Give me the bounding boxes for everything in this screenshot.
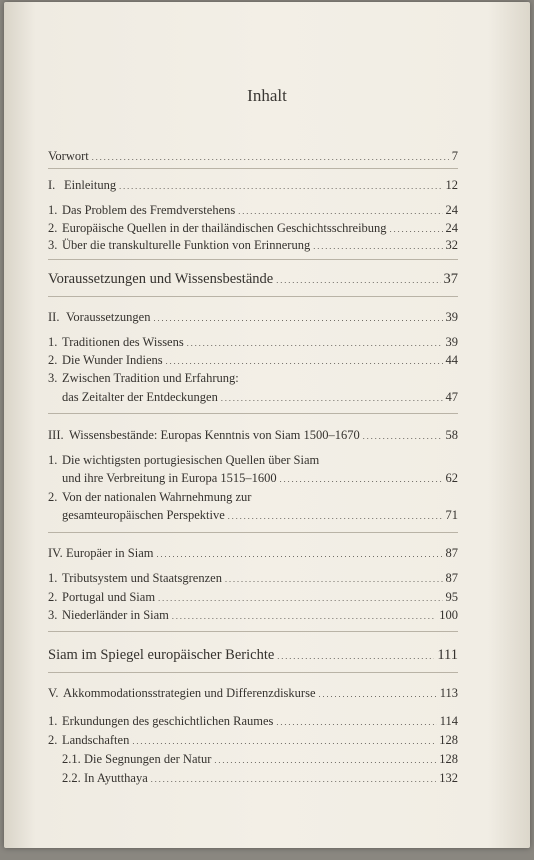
toc-entry xyxy=(48,271,458,288)
leader-dots xyxy=(172,608,436,623)
entry-label-line1: Die wichtigsten portugiesischen Quellen über Siam xyxy=(62,453,320,467)
toc-entry-line1 xyxy=(48,490,251,505)
entry-page: 44 xyxy=(445,353,458,367)
toc-entry xyxy=(48,203,458,218)
leader-dots xyxy=(132,733,436,748)
entry-number: 1. xyxy=(48,453,58,467)
entry-number: IV. xyxy=(48,546,63,560)
toc-entry xyxy=(62,508,458,523)
entry-page: 87 xyxy=(445,546,458,560)
toc-entry xyxy=(48,221,458,236)
entry-number: 2. xyxy=(48,733,58,747)
entry-label: Einleitung xyxy=(64,178,117,192)
entry-number: 3. xyxy=(48,371,58,385)
toc-entry xyxy=(48,647,458,664)
leader-dots xyxy=(166,353,443,368)
entry-number: 1. xyxy=(48,335,58,349)
entry-number: 3. xyxy=(48,238,58,252)
entry-label-line1: Zwischen Tradition und Erfahrung: xyxy=(62,371,239,385)
toc-entry xyxy=(48,238,458,253)
leader-dots xyxy=(228,508,443,523)
leader-dots xyxy=(277,647,434,664)
entry-number: 1. xyxy=(48,203,58,217)
toc-entry xyxy=(48,571,458,586)
entry-page: 100 xyxy=(439,608,458,622)
entry-number: III. xyxy=(48,428,64,442)
leader-dots xyxy=(280,471,443,486)
toc-entry xyxy=(48,733,458,748)
entry-label: Portugal und Siam xyxy=(62,590,156,604)
entry-number: 1. xyxy=(48,714,58,728)
entry-page: 24 xyxy=(445,221,458,235)
page-title: Inhalt xyxy=(247,86,287,105)
entry-number: 2.2. xyxy=(62,771,81,785)
leader-dots xyxy=(214,752,436,767)
toc-entry xyxy=(48,178,458,193)
entry-number: II. xyxy=(48,310,60,324)
toc-entry xyxy=(48,608,458,623)
entry-label: Europäer in Siam xyxy=(66,546,154,560)
entry-label: Siam im Spiegel europäischer Berichte xyxy=(48,647,275,663)
entry-number: V. xyxy=(48,686,59,700)
entry-number: I. xyxy=(48,178,56,192)
entry-page: 47 xyxy=(445,390,458,404)
leader-dots xyxy=(313,238,442,253)
leader-dots xyxy=(238,203,442,218)
entry-label: gesamteuropäischen Perspektive xyxy=(62,508,225,522)
divider xyxy=(48,259,458,260)
entry-page: 7 xyxy=(451,149,458,163)
entry-page: 62 xyxy=(445,471,458,485)
entry-page: 71 xyxy=(445,508,458,522)
entry-label: und ihre Verbreitung in Europa 1515–1600 xyxy=(62,471,277,485)
leader-dots xyxy=(156,546,442,561)
entry-label: das Zeitalter der Entdeckungen xyxy=(62,390,218,404)
toc-entry xyxy=(48,590,458,605)
entry-page: 58 xyxy=(445,428,458,442)
entry-label: Die Wunder Indiens xyxy=(62,353,163,367)
entry-label: Voraussetzungen und Wissensbestände xyxy=(48,271,274,287)
leader-dots xyxy=(187,335,443,350)
entry-page: 37 xyxy=(443,271,458,287)
entry-label: Europäische Quellen in der thailändischen Geschichtsschreibung xyxy=(62,221,387,235)
toc-entry xyxy=(48,428,458,443)
divider xyxy=(48,296,458,297)
toc-entry xyxy=(48,149,458,164)
entry-page: 39 xyxy=(445,335,458,349)
leader-dots xyxy=(225,571,443,586)
entry-page: 87 xyxy=(445,571,458,585)
entry-page: 114 xyxy=(439,714,458,728)
toc-entry-line1 xyxy=(48,371,239,386)
leader-dots xyxy=(92,149,449,164)
entry-page: 12 xyxy=(445,178,458,192)
entry-label: In Ayutthaya xyxy=(84,771,148,785)
entry-number: 3. xyxy=(48,608,58,622)
entry-number: 1. xyxy=(48,571,58,585)
entry-number: 2. xyxy=(48,590,58,604)
toc-entry xyxy=(62,471,458,486)
leader-dots xyxy=(119,178,442,193)
entry-label: Die Segnungen der Natur xyxy=(84,752,212,766)
toc-entry xyxy=(48,714,458,729)
divider xyxy=(48,413,458,414)
leader-dots xyxy=(276,714,436,729)
divider xyxy=(48,532,458,533)
leader-dots xyxy=(390,221,443,236)
divider xyxy=(48,631,458,632)
leader-dots xyxy=(153,310,442,325)
entry-label: Traditionen des Wissens xyxy=(62,335,184,349)
entry-page: 128 xyxy=(439,752,458,766)
entry-label: Niederländer in Siam xyxy=(62,608,169,622)
entry-number: 2.1. xyxy=(62,752,81,766)
toc-entry-line1 xyxy=(48,453,319,468)
entry-label: Über die transkulturelle Funktion von Erinnerung xyxy=(62,238,311,252)
entry-label: Das Problem des Fremdverstehens xyxy=(62,203,236,217)
leader-dots xyxy=(221,390,443,405)
divider xyxy=(48,168,458,169)
toc-entry xyxy=(62,390,458,405)
toc-entry xyxy=(48,310,458,325)
entry-number: 2. xyxy=(48,490,58,504)
toc-entry xyxy=(48,686,458,701)
entry-label: Akkommodationsstrategien und Differenzdiskurse xyxy=(63,686,316,700)
entry-label: Tributsystem und Staatsgrenzen xyxy=(62,571,222,585)
entry-page: 111 xyxy=(437,647,458,663)
toc-entry xyxy=(62,752,458,767)
entry-number: 2. xyxy=(48,221,58,235)
leader-dots xyxy=(363,428,443,443)
toc-entry xyxy=(48,335,458,350)
leader-dots xyxy=(276,271,440,288)
divider xyxy=(48,672,458,673)
entry-label: Erkundungen des geschichtlichen Raumes xyxy=(62,714,274,728)
toc-entry xyxy=(48,353,458,368)
entry-number: 2. xyxy=(48,353,58,367)
toc-entry xyxy=(62,771,458,786)
entry-label: Vorwort xyxy=(48,149,89,163)
entry-label: Voraussetzungen xyxy=(66,310,151,324)
leader-dots xyxy=(158,590,442,605)
entry-page: 132 xyxy=(439,771,458,785)
entry-page: 32 xyxy=(445,238,458,252)
entry-page: 95 xyxy=(445,590,458,604)
leader-dots xyxy=(319,686,437,701)
entry-label-line1: Von der nationalen Wahrnehmung zur xyxy=(62,490,252,504)
entry-label: Wissensbestände: Europas Kenntnis von Siam 1500–1670 xyxy=(69,428,360,442)
entry-label: Landschaften xyxy=(62,733,130,747)
leader-dots xyxy=(151,771,436,786)
entry-page: 24 xyxy=(445,203,458,217)
toc-entry xyxy=(48,546,458,561)
entry-page: 39 xyxy=(445,310,458,324)
entry-page: 128 xyxy=(439,733,458,747)
entry-page: 113 xyxy=(439,686,458,700)
